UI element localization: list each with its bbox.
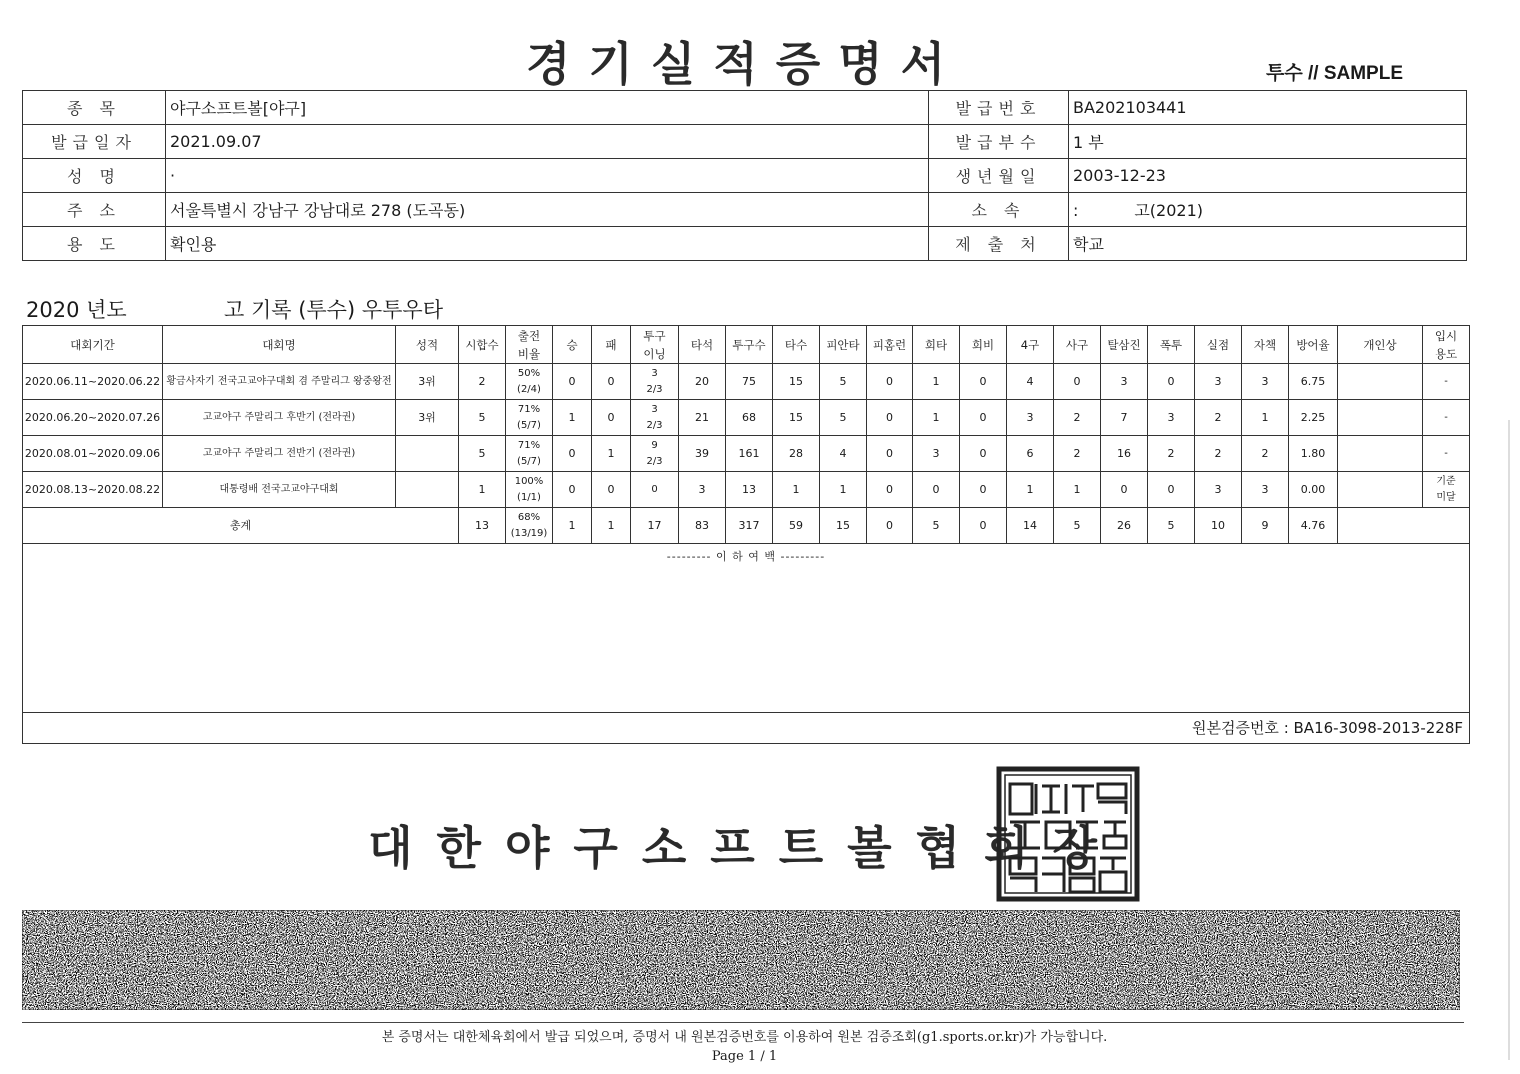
- record-cell-hbp: 1: [1054, 472, 1101, 508]
- column-header: 실점: [1195, 326, 1242, 364]
- record-cell-pa: 21: [679, 400, 726, 436]
- record-cell-pitches: 68: [726, 400, 773, 436]
- column-header: 피홈런: [867, 326, 913, 364]
- record-cell-hbp: 2: [1054, 400, 1101, 436]
- info-value: 1 부: [1069, 125, 1467, 159]
- total-cell-award: [1338, 508, 1470, 544]
- record-cell-use: -: [1423, 400, 1470, 436]
- record-cell-sf: 0: [960, 364, 1007, 400]
- record-cell-so: 3: [1101, 364, 1148, 400]
- info-value: 2021.09.07: [166, 125, 929, 159]
- pitching-records-table: [22, 325, 1470, 744]
- info-value: : 고(2021): [1069, 193, 1467, 227]
- record-cell-name: 대통령배 전국고교야구대회: [163, 472, 396, 508]
- info-value: 서울특별시 강남구 강남대로 278 (도곡동): [166, 193, 929, 227]
- record-cell-use: -: [1423, 364, 1470, 400]
- info-row: [23, 159, 1467, 193]
- info-row: [23, 91, 1467, 125]
- record-cell-er: 3: [1242, 364, 1289, 400]
- info-label: 발급부수: [929, 125, 1069, 159]
- record-cell-pa: 20: [679, 364, 726, 400]
- record-cell-sh: 0: [913, 472, 960, 508]
- verify-row: [23, 713, 1470, 744]
- column-header: 타수: [773, 326, 820, 364]
- record-cell-ab: 28: [773, 436, 820, 472]
- record-cell-l: 0: [592, 472, 631, 508]
- total-cell-sh: 5: [913, 508, 960, 544]
- sample-tag: 투수 // SAMPLE: [1266, 63, 1403, 84]
- record-cell-wp: 0: [1148, 364, 1195, 400]
- record-row: [23, 400, 1470, 436]
- column-header: 타석: [679, 326, 726, 364]
- total-cell-er: 9: [1242, 508, 1289, 544]
- record-cell-pa: 39: [679, 436, 726, 472]
- total-label: 총계: [23, 508, 459, 544]
- record-cell-hbp: 0: [1054, 364, 1101, 400]
- info-label: 성 명: [23, 159, 166, 193]
- record-cell-hits: 4: [820, 436, 867, 472]
- record-cell-so: 16: [1101, 436, 1148, 472]
- record-cell-ip: 9 2/3: [631, 436, 679, 472]
- info-row: [23, 227, 1467, 261]
- records-header-row: [23, 326, 1470, 364]
- record-cell-so: 0: [1101, 472, 1148, 508]
- total-cell-pa: 83: [679, 508, 726, 544]
- record-cell-sh: 1: [913, 364, 960, 400]
- column-header: 입시 용도: [1423, 326, 1470, 364]
- footer-divider: [22, 1022, 1464, 1023]
- info-value: 야구소프트볼[야구]: [166, 91, 929, 125]
- total-cell-games: 13: [459, 508, 506, 544]
- info-label: 종 목: [23, 91, 166, 125]
- total-cell-era: 4.76: [1289, 508, 1338, 544]
- info-label: 용 도: [23, 227, 166, 261]
- record-cell-pa: 3: [679, 472, 726, 508]
- personal-info-table: [22, 90, 1467, 261]
- record-cell-hits: 5: [820, 364, 867, 400]
- record-cell-ratio: 100% (1/1): [506, 472, 553, 508]
- column-header: 희비: [960, 326, 1007, 364]
- column-header: 패: [592, 326, 631, 364]
- info-label: 제 출 처: [929, 227, 1069, 261]
- total-cell-hbp: 5: [1054, 508, 1101, 544]
- record-cell-ip: 0: [631, 472, 679, 508]
- record-cell-award: [1338, 472, 1423, 508]
- column-header: 폭투: [1148, 326, 1195, 364]
- record-title: 고 기록 (투수) 우투우타: [224, 298, 443, 322]
- total-cell-bb: 14: [1007, 508, 1054, 544]
- record-cell-result: 3위: [396, 400, 459, 436]
- total-cell-wp: 5: [1148, 508, 1195, 544]
- record-cell-hr: 0: [867, 436, 913, 472]
- column-header: 성적: [396, 326, 459, 364]
- record-cell-result: [396, 472, 459, 508]
- blank-note: --------- 이 하 여 백 ---------: [666, 550, 826, 563]
- total-cell-hits: 15: [820, 508, 867, 544]
- record-cell-sh: 1: [913, 400, 960, 436]
- record-cell-wp: 2: [1148, 436, 1195, 472]
- blank-area: [23, 544, 1470, 713]
- record-cell-hr: 0: [867, 364, 913, 400]
- column-header: 탈삼진: [1101, 326, 1148, 364]
- record-cell-award: [1338, 436, 1423, 472]
- record-cell-era: 2.25: [1289, 400, 1338, 436]
- record-cell-period: 2020.08.01~2020.09.06: [23, 436, 163, 472]
- total-cell-r: 10: [1195, 508, 1242, 544]
- record-cell-use: 기준 미달: [1423, 472, 1470, 508]
- record-row: [23, 472, 1470, 508]
- record-cell-period: 2020.06.11~2020.06.22: [23, 364, 163, 400]
- record-cell-hbp: 2: [1054, 436, 1101, 472]
- record-cell-er: 2: [1242, 436, 1289, 472]
- info-label: 소 속: [929, 193, 1069, 227]
- record-cell-era: 1.80: [1289, 436, 1338, 472]
- scan-edge: [1508, 420, 1510, 1060]
- column-header: 대회기간: [23, 326, 163, 364]
- record-cell-r: 3: [1195, 472, 1242, 508]
- record-cell-er: 1: [1242, 400, 1289, 436]
- info-row: [23, 193, 1467, 227]
- record-cell-wp: 3: [1148, 400, 1195, 436]
- record-cell-games: 2: [459, 364, 506, 400]
- record-cell-l: 0: [592, 400, 631, 436]
- record-cell-games: 5: [459, 436, 506, 472]
- record-cell-ab: 15: [773, 364, 820, 400]
- record-cell-bb: 4: [1007, 364, 1054, 400]
- record-cell-ab: 1: [773, 472, 820, 508]
- total-cell-l: 1: [592, 508, 631, 544]
- record-cell-w: 0: [553, 364, 592, 400]
- record-cell-result: [396, 436, 459, 472]
- record-cell-name: 고교야구 주말리그 후반기 (전라권): [163, 400, 396, 436]
- record-cell-hits: 1: [820, 472, 867, 508]
- record-cell-pitches: 75: [726, 364, 773, 400]
- record-cell-era: 0.00: [1289, 472, 1338, 508]
- column-header: 사구: [1054, 326, 1101, 364]
- verification-number: 원본검증번호 : BA16-3098-2013-228F: [23, 713, 1470, 744]
- column-header: 4구: [1007, 326, 1054, 364]
- record-cell-l: 0: [592, 364, 631, 400]
- total-cell-w: 1: [553, 508, 592, 544]
- record-cell-bb: 1: [1007, 472, 1054, 508]
- column-header: 투구수: [726, 326, 773, 364]
- footer-note: 본 증명서는 대한체육회에서 발급 되었으며, 증명서 내 원본검증번호를 이용하여 원본 검증조회(g1.sports.or.kr)가 가능합니다.: [381, 1030, 1108, 1045]
- record-cell-bb: 6: [1007, 436, 1054, 472]
- record-row: [23, 364, 1470, 400]
- record-cell-er: 3: [1242, 472, 1289, 508]
- column-header: 투구 이닝: [631, 326, 679, 364]
- column-header: 출전 비율: [506, 326, 553, 364]
- record-cell-bb: 3: [1007, 400, 1054, 436]
- record-cell-w: 0: [553, 472, 592, 508]
- info-value: BA202103441: [1069, 91, 1467, 125]
- total-row: [23, 508, 1470, 544]
- info-label: 생년월일: [929, 159, 1069, 193]
- record-cell-use: -: [1423, 436, 1470, 472]
- record-cell-sf: 0: [960, 472, 1007, 508]
- record-cell-ip: 3 2/3: [631, 364, 679, 400]
- info-label: 발급번호: [929, 91, 1069, 125]
- record-cell-w: 1: [553, 400, 592, 436]
- record-cell-award: [1338, 400, 1423, 436]
- record-cell-ratio: 71% (5/7): [506, 436, 553, 472]
- record-cell-ratio: 50% (2/4): [506, 364, 553, 400]
- record-cell-name: 황금사자기 전국고교야구대회 겸 주말리그 왕중왕전: [163, 364, 396, 400]
- column-header: 개인상: [1338, 326, 1423, 364]
- column-header: 승: [553, 326, 592, 364]
- record-cell-pitches: 161: [726, 436, 773, 472]
- record-cell-r: 3: [1195, 364, 1242, 400]
- total-cell-ratio: 68% (13/19): [506, 508, 553, 544]
- record-cell-pitches: 13: [726, 472, 773, 508]
- column-header: 방어율: [1289, 326, 1338, 364]
- column-header: 피안타: [820, 326, 867, 364]
- record-cell-r: 2: [1195, 400, 1242, 436]
- column-header: 대회명: [163, 326, 396, 364]
- record-cell-l: 1: [592, 436, 631, 472]
- record-cell-games: 1: [459, 472, 506, 508]
- record-cell-period: 2020.06.20~2020.07.26: [23, 400, 163, 436]
- record-row: [23, 436, 1470, 472]
- record-cell-r: 2: [1195, 436, 1242, 472]
- record-cell-sf: 0: [960, 436, 1007, 472]
- info-row: [23, 125, 1467, 159]
- record-cell-period: 2020.08.13~2020.08.22: [23, 472, 163, 508]
- total-cell-ip: 17: [631, 508, 679, 544]
- certificate-title: 경기실적증명서: [525, 37, 964, 91]
- total-cell-so: 26: [1101, 508, 1148, 544]
- security-noise-band: [22, 910, 1460, 1010]
- record-cell-hr: 0: [867, 472, 913, 508]
- column-header: 희타: [913, 326, 960, 364]
- info-value: 확인용: [166, 227, 929, 261]
- record-cell-sf: 0: [960, 400, 1007, 436]
- total-cell-ab: 59: [773, 508, 820, 544]
- info-value: 학교: [1069, 227, 1467, 261]
- record-cell-wp: 0: [1148, 472, 1195, 508]
- info-label: 주 소: [23, 193, 166, 227]
- record-cell-hits: 5: [820, 400, 867, 436]
- season-label: 2020 년도: [26, 298, 127, 322]
- record-cell-ratio: 71% (5/7): [506, 400, 553, 436]
- record-cell-w: 0: [553, 436, 592, 472]
- record-cell-ab: 15: [773, 400, 820, 436]
- record-cell-so: 7: [1101, 400, 1148, 436]
- info-label: 발급일자: [23, 125, 166, 159]
- total-cell-sf: 0: [960, 508, 1007, 544]
- blank-row: [23, 544, 1470, 713]
- total-cell-hr: 0: [867, 508, 913, 544]
- record-cell-ip: 3 2/3: [631, 400, 679, 436]
- total-cell-pitches: 317: [726, 508, 773, 544]
- official-seal-stamp: [996, 766, 1140, 902]
- info-value: ·: [166, 159, 929, 193]
- issuer-name: 대한야구소프트볼협회장: [368, 821, 1121, 875]
- record-cell-sh: 3: [913, 436, 960, 472]
- column-header: 자책: [1242, 326, 1289, 364]
- record-cell-era: 6.75: [1289, 364, 1338, 400]
- record-cell-games: 5: [459, 400, 506, 436]
- record-cell-hr: 0: [867, 400, 913, 436]
- page-number: Page 1 / 1: [711, 1049, 778, 1064]
- record-cell-name: 고교야구 주말리그 전반기 (전라권): [163, 436, 396, 472]
- info-value: 2003-12-23: [1069, 159, 1467, 193]
- record-cell-result: 3위: [396, 364, 459, 400]
- record-cell-award: [1338, 364, 1423, 400]
- column-header: 시합수: [459, 326, 506, 364]
